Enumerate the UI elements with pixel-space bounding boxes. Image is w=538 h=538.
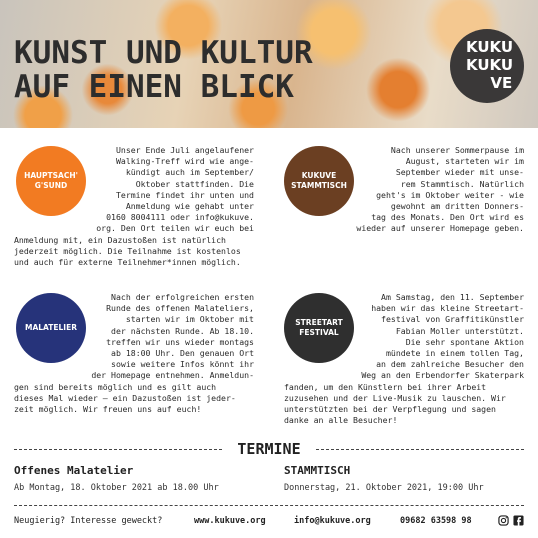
text-malatelier: [14, 292, 254, 415]
footer-phone: 09682 63598 98: [400, 516, 472, 526]
text-line: rem Stammtisch. Natürlich: [400, 178, 524, 189]
kukuve-logo: [450, 29, 524, 103]
text-line: dieses Mal wieder – ein Dazustoßen ist jeder-: [14, 392, 236, 403]
text-line: zuzusehen und der Live-Musik zu lauschen. Wir: [284, 392, 506, 403]
footer-question: Neugierig? Interesse geweckt?: [14, 516, 163, 526]
text-line: danke an alle Besucher!: [284, 415, 398, 426]
text-line: Runde des offenen Malateliers,: [106, 303, 254, 314]
text-line: fanden, um den Künstlern bei ihrer Arbeit: [284, 381, 487, 392]
text-line: der Homepage entnehmen. Anmeldun-: [91, 370, 254, 381]
logo-text-ku-3: KU: [466, 56, 490, 74]
circle-malatelier: MALATELIER: [16, 293, 86, 363]
text-line: Die sehr spontane Aktion: [405, 336, 524, 347]
text-line: geht's im Oktober weiter - wie: [376, 189, 524, 200]
logo-text-ku-4: KU: [489, 56, 514, 74]
footer-website-link[interactable]: www.kukuve.org: [194, 516, 266, 526]
termine-divider-right: [316, 449, 524, 450]
text-line: unterstützten bei der Verpflegung und sagen: [284, 404, 496, 415]
text-line: gen sind bereits möglich und es gilt auch: [14, 381, 217, 392]
text-line: September wieder mit unse-: [395, 167, 524, 178]
text-line: 0160 8004111 oder info@kukuve.: [106, 212, 254, 223]
termine-heading: TERMINE: [237, 440, 301, 458]
header-banner: [0, 0, 538, 128]
instagram-icon[interactable]: [498, 515, 509, 526]
text-line: Unser Ende Juli angelaufener: [115, 145, 254, 155]
text-line: Weg an den Erbendorfer Skaterpark: [361, 370, 524, 381]
text-line: starten wir im Oktober mit: [125, 314, 254, 325]
circle-hauptsach-gsund: HAUPTSACH' G'SUND: [16, 146, 86, 216]
circle-streetart-festival: STREETART FESTIVAL: [284, 293, 354, 363]
text-line: haben wir das kleine Streetart-: [371, 303, 524, 314]
event-date-stammtisch: Donnerstag, 21. Oktober 2021, 19:00 Uhr: [284, 483, 484, 493]
text-line: Termine findet ihr unten und: [115, 189, 254, 200]
text-line: festival von Graffitikünstler: [381, 314, 524, 325]
text-line: und auch für externe Teilnehmer*innen möglich.: [14, 257, 241, 268]
text-streetart-festival: [284, 292, 524, 426]
text-line: gewohnt am dritten Donners-: [390, 201, 524, 212]
text-line: ab 18:00 Uhr. Den genauen Ort: [111, 348, 254, 359]
circle-kukuve-stammtisch: KUKUVE STAMMTISCH: [284, 146, 354, 216]
footer-divider: [14, 505, 524, 506]
title-line-2: AUF EINEN BLICK: [14, 69, 294, 105]
text-kukuve-stammtisch: [346, 145, 524, 235]
logo-text-ku-1: KU: [466, 38, 490, 56]
text-line: Fabian Moller unterstützt.: [395, 325, 524, 336]
text-line: treffen wir uns wieder montags: [106, 336, 254, 347]
text-line: Walking-Treff wird wie ange-: [115, 156, 254, 167]
text-line: mündete in einem tollen Tag,: [385, 348, 524, 359]
text-line: tag des Monats. Den Ort wird es: [371, 212, 524, 223]
logo-text-ve: VE: [490, 74, 513, 92]
page-title: [14, 36, 313, 104]
text-line: Anmeldung mit, ein Dazustoßen ist natürlich: [14, 234, 226, 245]
text-line: der nächsten Runde. Ab 18.10.: [111, 325, 254, 336]
text-line: sowie weitere Infos könnt ihr: [111, 359, 254, 370]
event-date-malatelier: Ab Montag, 18. Oktober 2021 ab 18.00 Uhr: [14, 483, 219, 493]
text-line: August, starteten wir im: [405, 156, 524, 167]
text-line: Nach unserer Sommerpause im: [390, 145, 524, 155]
text-line: kündigt auch im September/: [125, 167, 254, 178]
footer-email-link[interactable]: info@kukuve.org: [294, 516, 371, 526]
event-title-malatelier: Offenes Malatelier: [14, 464, 134, 477]
title-line-1: KUNST UND KULTUR: [14, 35, 313, 71]
text-line: jederzeit möglich. Die Teilnahme ist kostenlos: [14, 245, 241, 256]
logo-text-ku-2: KU: [489, 38, 514, 56]
event-title-stammtisch: STAMMTISCH: [284, 464, 351, 477]
facebook-icon[interactable]: [513, 515, 524, 526]
text-line: wieder auf unserer Homepage geben.: [356, 223, 524, 234]
text-line: zeit möglich. Wir freuen uns auf euch!: [14, 404, 202, 415]
text-line: Nach der erfolgreichen ersten: [111, 292, 254, 302]
text-hauptsach-gsund: [14, 145, 254, 268]
text-line: Am Samstag, den 11. September: [381, 292, 524, 302]
text-line: Anmeldung wie gehabt unter: [125, 201, 254, 212]
text-line: org. Den Ort teilen wir euch bei: [96, 223, 254, 234]
text-line: an dem zahlreiche Besucher den: [376, 359, 524, 370]
text-line: Oktober stattfinden. Die: [135, 178, 254, 189]
